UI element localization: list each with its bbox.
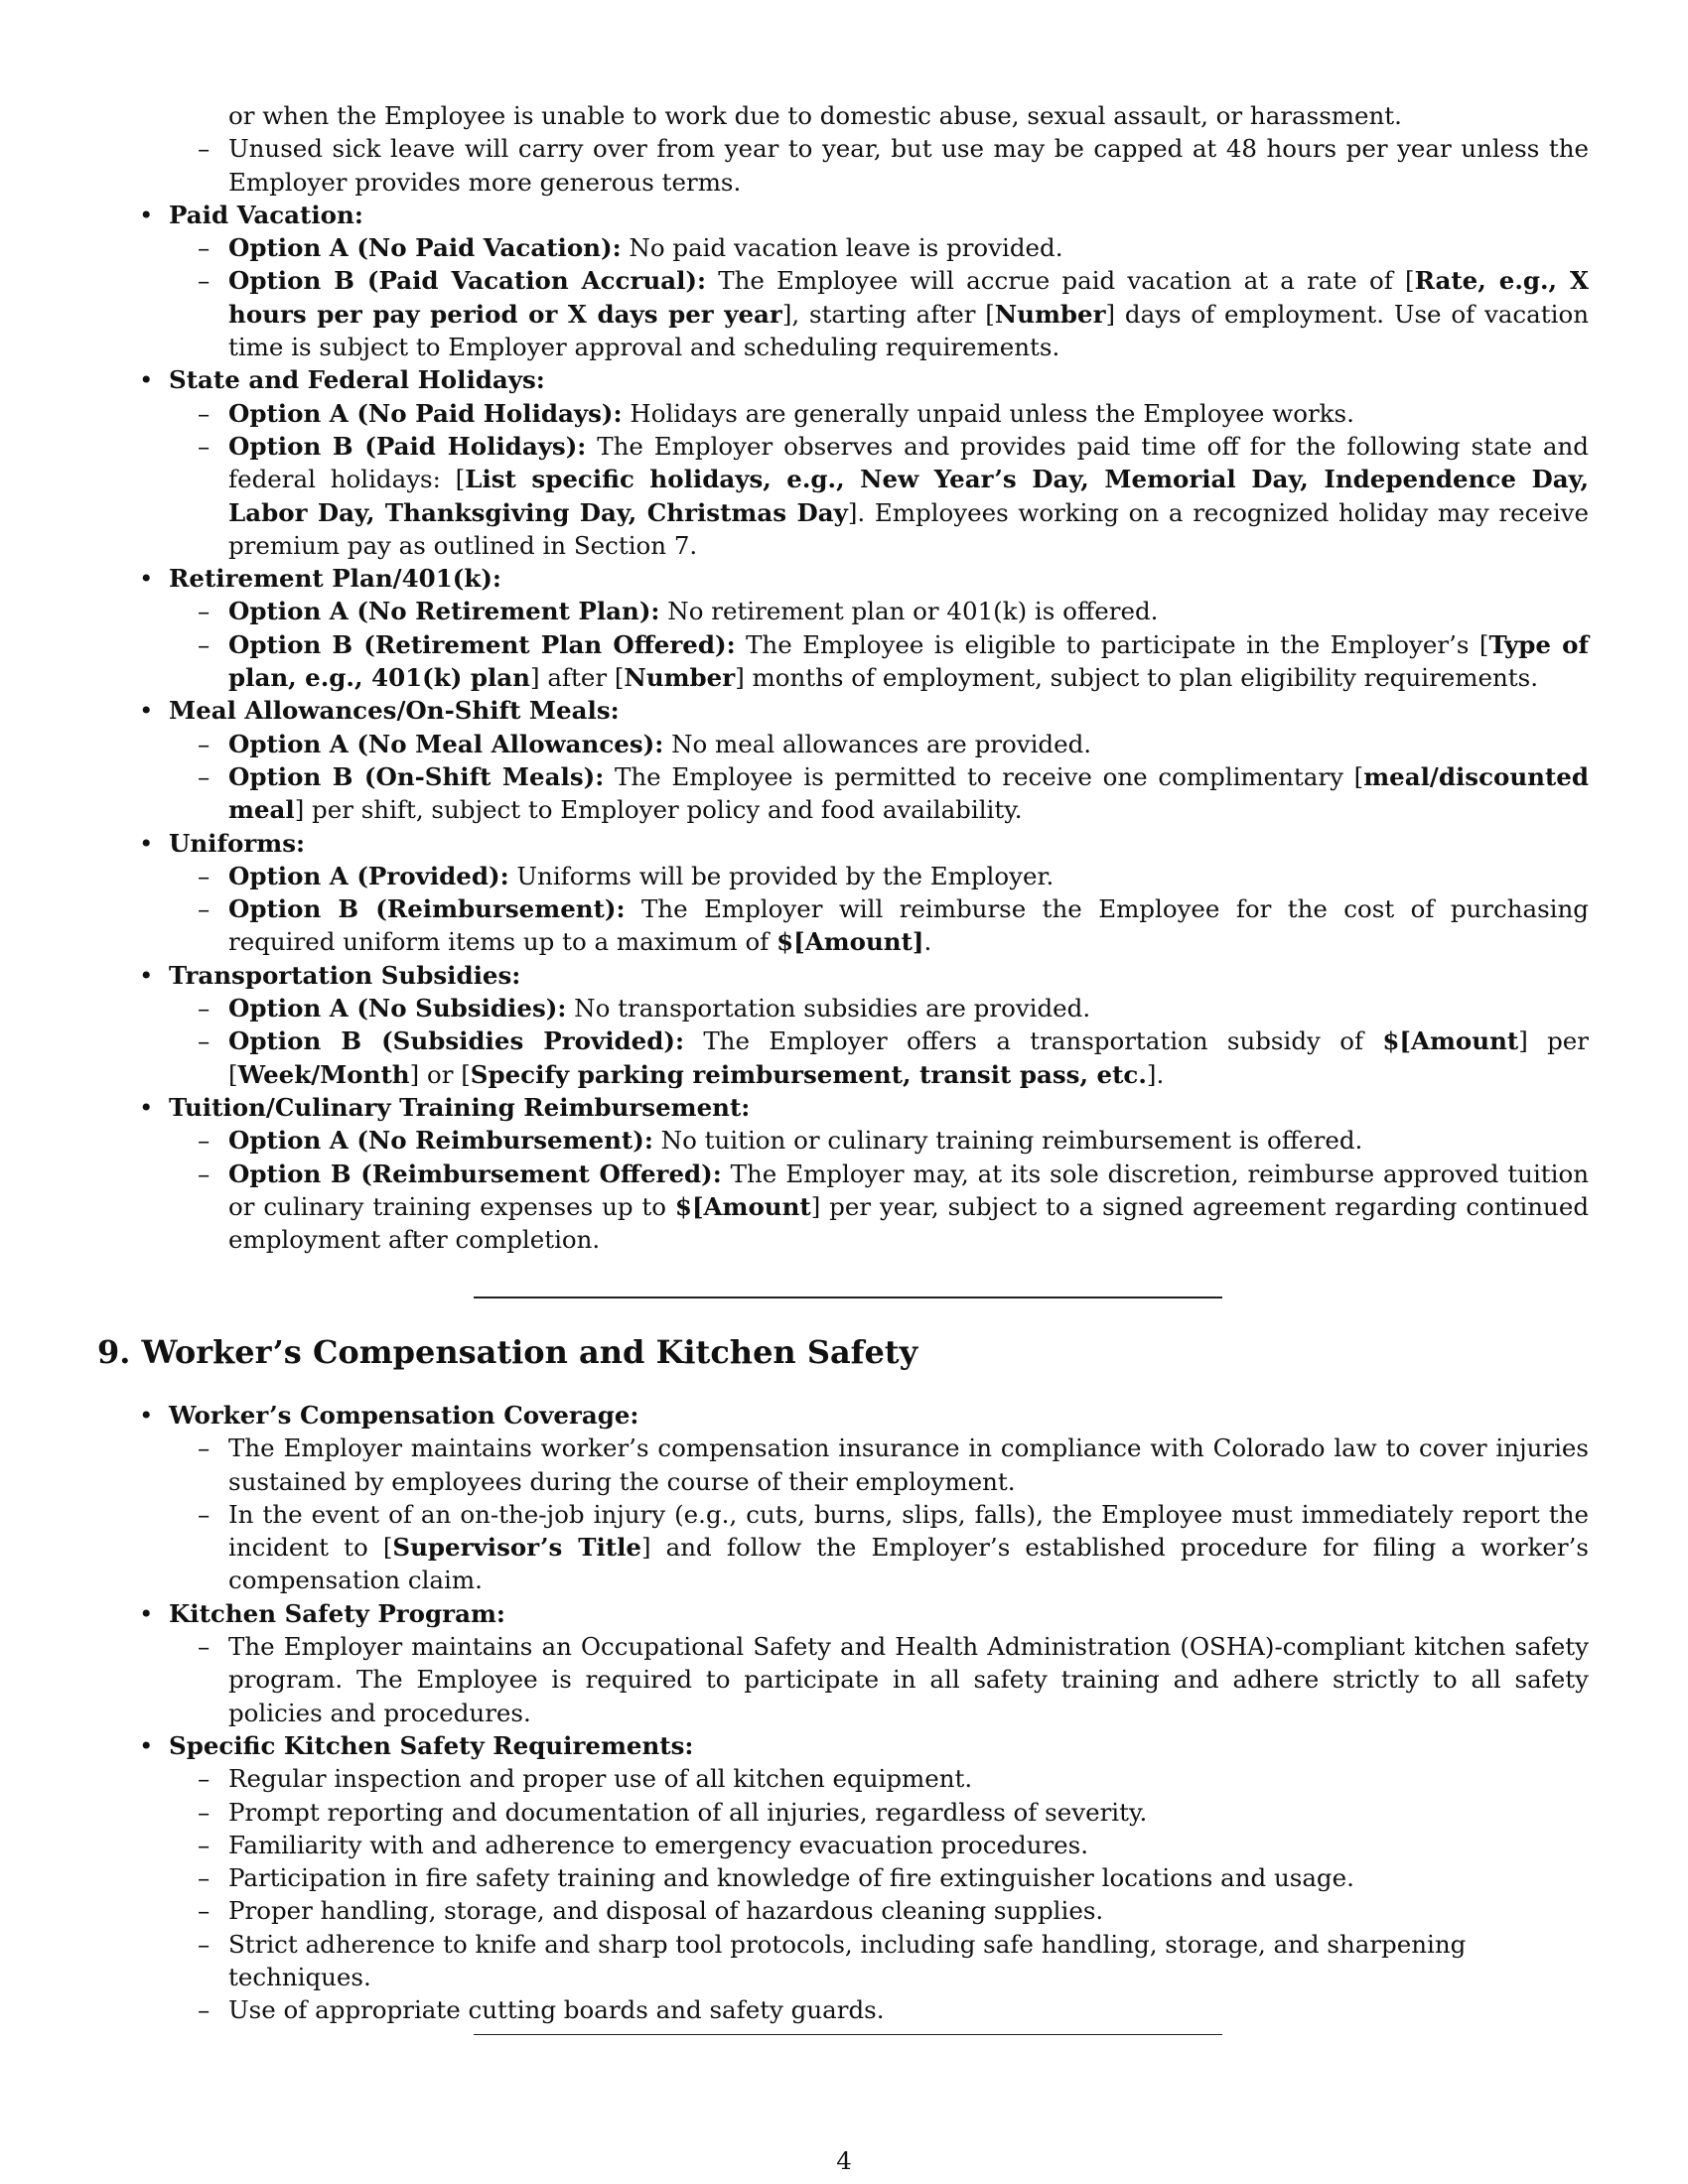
benefit-heading: State and Federal Holidays:	[169, 365, 545, 395]
benefit-meals	[0, 694, 1688, 727]
list-item: – Use of appropriate cutting boards and safety guards.	[198, 1995, 885, 2025]
option-list	[0, 397, 1688, 562]
option-list	[0, 231, 1688, 363]
list-item: – The Employer maintains an Occupational Safety and Health Administration (OSHA)-compliant kitchen safety program. The Employee is required to participate in all safety training and adhere strictly to all safety policies and procedures.	[198, 1632, 1589, 1727]
group-workers-comp	[0, 1399, 1688, 1432]
option-item: – Option B (Reimbursement): The Employer will reimburse the Employee for the cost of purchasing required uniform items up to a maximum of $[Amount].	[198, 894, 1589, 957]
bullet-marker: •	[139, 1598, 154, 1628]
option-item: – Option B (Paid Holidays): The Employer observes and provides paid time off for the following state and federal holidays: [List specific holidays, e.g., New Year’s Day, Memorial Day, Independence Day, Labor Day, Thanksgiving Day, Christmas Day]. Employees working on a recognized holiday may receive premium pay as outlined in Section 7.	[198, 431, 1590, 560]
option-item: – Option B (Reimbursement Offered): The Employer may, at its sole discretion, reimburse approved tuition or culinary training expenses up to $[Amount] per year, subject to a signed agreement regarding continued employment after completion.	[198, 1159, 1590, 1255]
list-item: – Regular inspection and proper use of all kitchen equipment.	[198, 1764, 973, 1794]
benefits-list	[0, 199, 1688, 1257]
group-heading: Specific Kitchen Safety Requirements:	[169, 1730, 694, 1760]
bullet-marker: •	[139, 365, 154, 395]
benefit-heading: Uniforms:	[169, 828, 306, 858]
option-item: – Option B (Subsidies Provided): The Employer offers a transportation subsidy of $[Amount] per [Week/Month] or [Specify parking reimbursement, transit pass, etc.].	[198, 1026, 1589, 1089]
section-divider	[474, 2034, 1222, 2035]
benefit-retirement	[0, 562, 1688, 595]
option-item: – Option A (No Paid Vacation): No paid vacation leave is provided.	[198, 233, 1063, 263]
item-list	[0, 1630, 1688, 1729]
list-item: – Prompt reporting and documentation of all injuries, regardless of severity.	[198, 1797, 1148, 1827]
group-kitchen-safety-program	[0, 1597, 1688, 1630]
sick-leave-carryover-item: – Unused sick leave will carry over from year to year, but use may be capped at 48 hours per year unless the Employer provides more generous terms.	[198, 134, 1589, 197]
bullet-marker: •	[139, 564, 154, 594]
benefit-paid-vacation	[0, 199, 1688, 231]
continued-sick-leave-line: or when the Employee is unable to work due to domestic abuse, sexual assault, or harassment.	[228, 101, 1402, 130]
group-heading: Worker’s Compensation Coverage:	[169, 1401, 639, 1430]
option-item: – Option A (No Subsidies): No transportation subsidies are provided.	[198, 994, 1091, 1024]
option-list	[0, 992, 1688, 1091]
benefit-tuition	[0, 1091, 1688, 1124]
group-kitchen-requirements	[0, 1729, 1688, 1762]
benefit-uniforms	[0, 827, 1688, 860]
option-list	[0, 860, 1688, 959]
option-item: – Option A (Provided): Uniforms will be provided by the Employer.	[198, 861, 1055, 890]
bullet-marker: •	[139, 1092, 154, 1122]
list-item: – Participation in fire safety training and knowledge of fire extinguisher locations and usage.	[198, 1863, 1354, 1893]
option-list	[0, 595, 1688, 694]
list-item: – Strict adherence to knife and sharp tool protocols, including safe handling, storage, and sharpening techniques.	[198, 1929, 1467, 1992]
benefit-heading: Tuition/Culinary Training Reimbursement:	[169, 1092, 751, 1122]
option-list	[0, 728, 1688, 827]
list-item: – In the event of an on-the-job injury (e.g., cuts, burns, slips, falls), the Employee must immediately report the incident to [Supervisor’s Title] and follow the Employer’s established procedure for filing a worker’s compensation claim.	[198, 1499, 1589, 1595]
option-item: – Option B (Paid Vacation Accrual): The Employee will accrue paid vacation at a rate of [Rate, e.g., X hours per pay period or X days per year], starting after [Number] days of employment. Use of vacation time is subject to Employer approval and scheduling requirements.	[198, 266, 1590, 362]
safety-list	[0, 1399, 1688, 2027]
item-list	[0, 1762, 1688, 2026]
benefits-block	[0, 99, 1688, 1256]
list-item: – Proper handling, storage, and disposal of hazardous cleaning supplies.	[198, 1896, 1104, 1926]
option-list	[0, 1124, 1688, 1256]
benefit-transportation	[0, 959, 1688, 992]
benefit-heading: Meal Allowances/On-Shift Meals:	[169, 696, 620, 726]
bullet-marker: •	[139, 696, 154, 726]
option-item: – Option B (Retirement Plan Offered): The Employee is eligible to participate in the Employer’s [Type of plan, e.g., 401(k) plan] after [Number] months of employment, subject to plan eligibility requirements.	[198, 629, 1589, 693]
dash-marker: –	[198, 134, 211, 164]
bullet-marker: •	[139, 828, 154, 858]
option-item: – Option A (No Meal Allowances): No meal allowances are provided.	[198, 729, 1092, 758]
bullet-marker: •	[139, 200, 154, 229]
bullet-marker: •	[139, 1730, 154, 1760]
benefit-heading: Paid Vacation:	[169, 200, 363, 229]
safety-block	[0, 1399, 1688, 2027]
benefit-holidays	[0, 363, 1688, 396]
bullet-marker: •	[139, 960, 154, 990]
section-divider	[474, 1297, 1222, 1298]
item-list	[0, 1432, 1688, 1596]
option-item: – Option A (No Retirement Plan): No retirement plan or 401(k) is offered.	[198, 597, 1159, 626]
option-item: – Option A (No Paid Holidays): Holidays are generally unpaid unless the Employee works.	[198, 398, 1354, 428]
benefit-heading: Retirement Plan/401(k):	[169, 564, 501, 594]
list-item: – The Employer maintains worker’s compensation insurance in compliance with Colorado law to cover injuries sustained by employees during the course of their employment.	[198, 1433, 1589, 1496]
group-heading: Kitchen Safety Program:	[169, 1598, 505, 1628]
list-item: – Familiarity with and adherence to emergency evacuation procedures.	[198, 1830, 1089, 1859]
benefit-heading: Transportation Subsidies:	[169, 960, 521, 990]
option-item: – Option B (On-Shift Meals): The Employee is permitted to receive one complimentary [meal/discounted meal] per shift, subject to Employer policy and food availability.	[198, 761, 1590, 825]
option-item: – Option A (No Reimbursement): No tuition or culinary training reimbursement is offered.	[198, 1126, 1363, 1156]
bullet-marker: •	[139, 1401, 154, 1430]
section-heading: 9. Worker’s Compensation and Kitchen Safety	[97, 1333, 918, 1371]
page-number: 4	[836, 2146, 852, 2175]
